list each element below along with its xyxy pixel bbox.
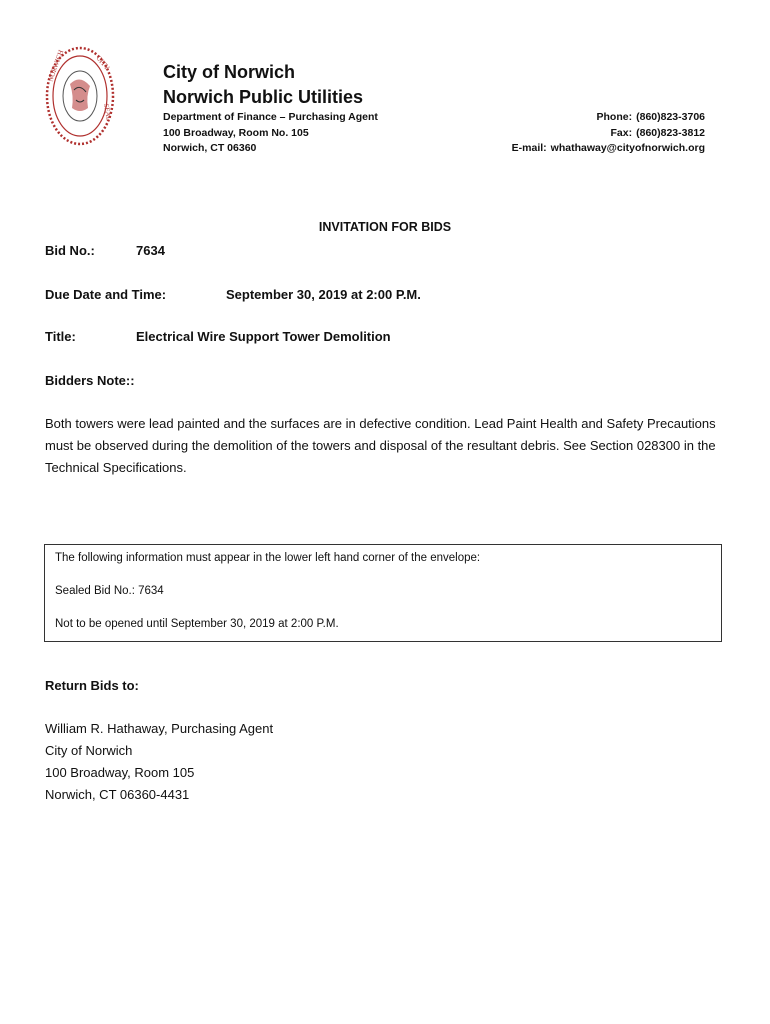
fax-line: Fax: (860)823-3812	[610, 126, 705, 139]
due-date-value: September 30, 2019 at 2:00 P.M.	[226, 287, 421, 302]
bid-number-label: Bid No.:	[45, 243, 95, 258]
street-address: 100 Broadway, Room No. 105	[163, 126, 309, 139]
phone-line: Phone: (860)823-3706	[596, 111, 705, 123]
document-title: INVITATION FOR BIDS	[318, 220, 452, 234]
title-field	[45, 329, 391, 344]
svg-text:CITY: CITY	[94, 54, 112, 72]
due-date-label: Due Date and Time:	[45, 287, 167, 302]
department: Department of Finance – Purchasing Agent	[163, 111, 378, 123]
envelope-instructions-box	[44, 544, 722, 642]
return-city: Norwich, CT 06360-4431	[45, 787, 190, 802]
phone-number: (860)823-3706	[636, 111, 705, 123]
return-org: City of Norwich	[45, 743, 133, 758]
email-address[interactable]: whathaway@cityofnorwich.org	[550, 142, 705, 154]
city-state-zip: Norwich, CT 06360	[163, 142, 257, 154]
opening-date: Not to be opened until September 30, 2019 at 2:00 P.M.	[55, 618, 339, 630]
envelope-instruction: The following information must appear in the lower left hand corner of the envelope:	[55, 552, 481, 564]
address-block	[163, 110, 378, 157]
contact-block	[512, 110, 705, 157]
org-subname: Norwich Public Utilities	[163, 87, 364, 107]
city-seal-logo	[44, 44, 116, 148]
bidders-note-heading: Bidders Note::	[45, 373, 135, 388]
svg-text:NORWICH: NORWICH	[46, 48, 66, 83]
return-name: William R. Hathaway, Purchasing Agent	[45, 721, 274, 736]
org-header	[163, 60, 363, 110]
return-bids-heading: Return Bids to:	[45, 678, 139, 693]
svg-text:SEAL: SEAL	[102, 102, 113, 122]
email-line: E-mail: whathaway@cityofnorwich.org	[511, 142, 705, 154]
org-name: City of Norwich	[163, 62, 296, 82]
bidders-note-text: Both towers were lead painted and the surfaces are in defective condition. Lead Paint Health and Safety Precautions must be observed during the demolition of the towers and disposal of the resultant debris. See Section 028300 in the Technical Specifications.	[45, 416, 716, 475]
return-address	[45, 718, 273, 806]
return-street: 100 Broadway, Room 105	[45, 765, 195, 780]
due-date-field	[45, 287, 421, 302]
title-value: Electrical Wire Support Tower Demolition	[136, 329, 391, 344]
fax-number: (860)823-3812	[636, 126, 705, 139]
title-label: Title:	[45, 329, 76, 344]
sealed-bid-number: Sealed Bid No.: 7634	[55, 585, 164, 597]
bid-number-value: 7634	[136, 243, 165, 258]
bid-number-field	[45, 243, 165, 258]
